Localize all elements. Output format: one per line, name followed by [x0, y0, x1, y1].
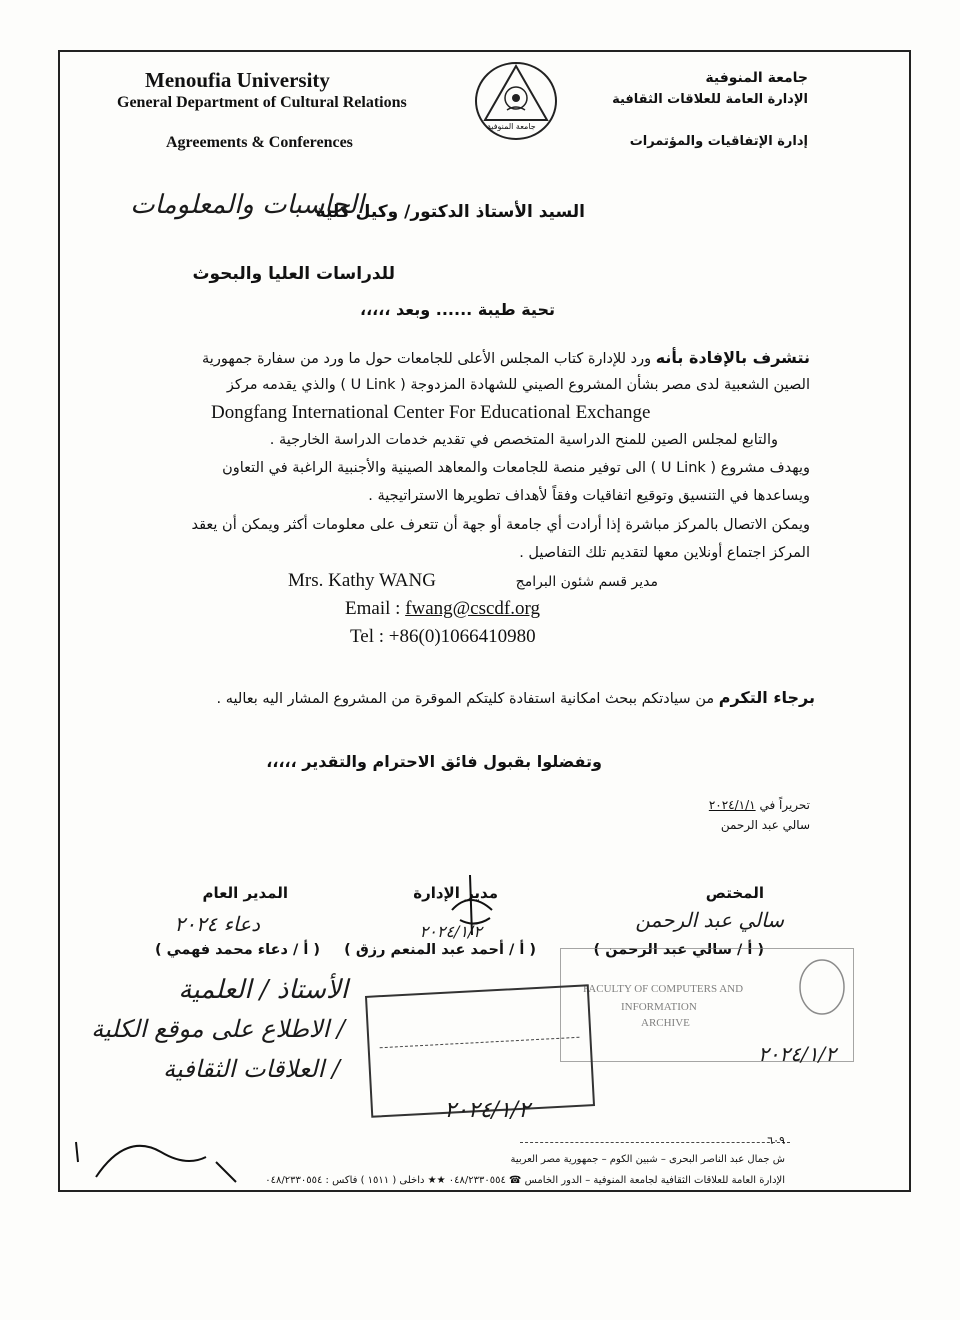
email-link[interactable]: fwang@cscdf.org	[405, 598, 540, 619]
paragraph-1-line-1	[202, 348, 810, 367]
email-label: Email :	[345, 598, 406, 619]
paragraph-3-line-1: ويمكن الاتصال بالمركز مباشرة إذا أرادت أي جامعة أو جهة أن تتعرف على معلومات أكثر ويمكن أن يعقد	[191, 517, 810, 533]
signature-title-director: مدير الإدارة	[413, 884, 498, 902]
university-name-en: Menoufia University	[145, 68, 330, 92]
stamp-faculty-line1: FACULTY OF COMPUTERS AND	[583, 983, 744, 995]
signature-handwritten-specialist: سالي عبد الرحمن	[635, 908, 784, 932]
seal-icon	[473, 58, 559, 144]
stamp-header	[378, 997, 580, 1048]
contact-email-row	[345, 598, 540, 620]
contact-tel: Tel : +86(0)1066410980	[350, 626, 536, 647]
signature-name-director: ( أ / أحمد عبد المنعم رزق )	[344, 942, 536, 958]
stamp-faculty-line3: ARCHIVE	[641, 1017, 690, 1029]
footer-rule	[520, 1142, 790, 1143]
university-seal	[473, 58, 559, 144]
addressee-printed: السيد الأستاذ الدكتور/ وكيل كلية	[315, 202, 585, 222]
dated-label: تحريراً في	[759, 798, 810, 812]
handwritten-date-right: ٢٠٢٤/١/٢	[758, 1042, 836, 1066]
addressee-handwritten: الحاسبات والمعلومات	[130, 190, 364, 220]
request-line	[217, 688, 815, 707]
contact-title-ar: مدير قسم شئون البرامج	[515, 574, 658, 590]
signature-title-general-director: المدير العام	[202, 884, 288, 902]
university-name-ar: جامعة المنوفية	[705, 70, 808, 86]
signature-name-general-director: ( أ / دعاء محمد فهمي )	[155, 942, 320, 958]
note-line-3: / العلاقات الثقافية	[163, 1055, 340, 1083]
dated-row	[709, 798, 810, 812]
stamp-emblem-icon	[797, 957, 847, 1017]
signature-title-specialist: المختص	[705, 884, 764, 902]
addressee-line2: للدراسات العليا والبحوث	[192, 264, 395, 284]
signature-name-specialist: ( أ / سالي عبد الرحمن )	[593, 942, 764, 958]
paragraph-2-line-2: ويساعدها في التنسيق وتوقيع اتفاقيات وفقاً لأهداف تطويرها الاستراتيجية .	[368, 488, 810, 504]
paragraph-3-line-2: المركز اجتماع أونلاين معها لتقديم تلك التفاصيل .	[519, 545, 810, 561]
signature-handwritten-general-director: دعاء ٢٠٢٤	[174, 912, 260, 936]
dated-date: ٢٠٢٤/١/١	[708, 798, 756, 812]
footer-page-code: ٦٠٩	[767, 1134, 785, 1147]
note-line-1: الأستاذ / العلمية	[178, 975, 348, 1005]
footer-contacts: الإدارة العامة للعلاقات الثقافية لجامعة المنوفية – الدور الخامس ☎ ٠٤٨/٢٣٣٠٥٥٤ ★★ داخلى ( ١٥١١ ) فاكس : ٠٤٨/٢٣٣٠٥٥٤	[265, 1175, 785, 1186]
paragraph-1-line-2: الصين الشعبية لدى مصر بشأن المشروع الصيني للشهادة المزدوجة ( U Link ) والذي يقدمه مركز	[226, 377, 810, 393]
paragraph-1-text: ورد للإدارة كتاب المجلس الأعلى للجامعات حول ما ورد من سفارة جمهورية	[202, 351, 652, 367]
signature-scribble-bottom	[66, 1122, 266, 1192]
request-lead: برجاء التكرم	[718, 688, 815, 707]
lead-phrase: نتشرف بالإفادة بأنه	[655, 348, 810, 367]
greeting: تحية طيبة ...... وبعد ،،،،،	[360, 300, 555, 319]
footer-address: ش جمال عبد الناصر البحرى – شبين الكوم – جمهورية مصر العربية	[510, 1154, 785, 1165]
signature-handwritten-director: ٢٠٢٤/١/٢	[419, 922, 482, 941]
division-name-en: Agreements & Conferences	[166, 134, 353, 151]
paragraph-1-line-4: والتابع لمجلس الصين للمنح الدراسية المتخصص في تقديم خدمات الدراسة الخارجية .	[269, 432, 778, 448]
department-name-ar: الإدارة العامة للعلاقات الثقافية	[612, 92, 808, 107]
incoming-stamp-date: ٢٠٢٤/١/٢	[444, 1098, 530, 1123]
note-line-2: / الاطلاع على موقع الكلية	[91, 1015, 345, 1043]
closing-line: وتفضلوا بقبول فائق الاحترام والتقدير ،،،،،	[266, 752, 602, 771]
center-name-en: Dongfang International Center For Educational Exchange	[211, 402, 651, 423]
paragraph-2-line-1: ويهدف مشروع ( U Link ) الى توفير منصة للجامعات والمعاهد الصينية والأجنبية الراغبة في التعاون	[222, 460, 810, 476]
dated-author: سالي عبد الرحمن	[720, 818, 810, 832]
request-text: من سيادتكم ببحث امكانية استفادة كليتكم الموقرة من المشروع المشار اليه بعاليه .	[216, 691, 715, 707]
department-name-en: General Department of Cultural Relations	[117, 94, 407, 111]
stamp-faculty-line2: INFORMATION	[621, 1001, 697, 1013]
division-name-ar: إدارة الإتفاقيات والمؤتمرات	[629, 134, 808, 149]
signature-scribble-director	[440, 870, 500, 940]
contact-name: Mrs. Kathy WANG	[288, 570, 436, 591]
seal-label: جامعة المنوفية	[487, 122, 536, 131]
